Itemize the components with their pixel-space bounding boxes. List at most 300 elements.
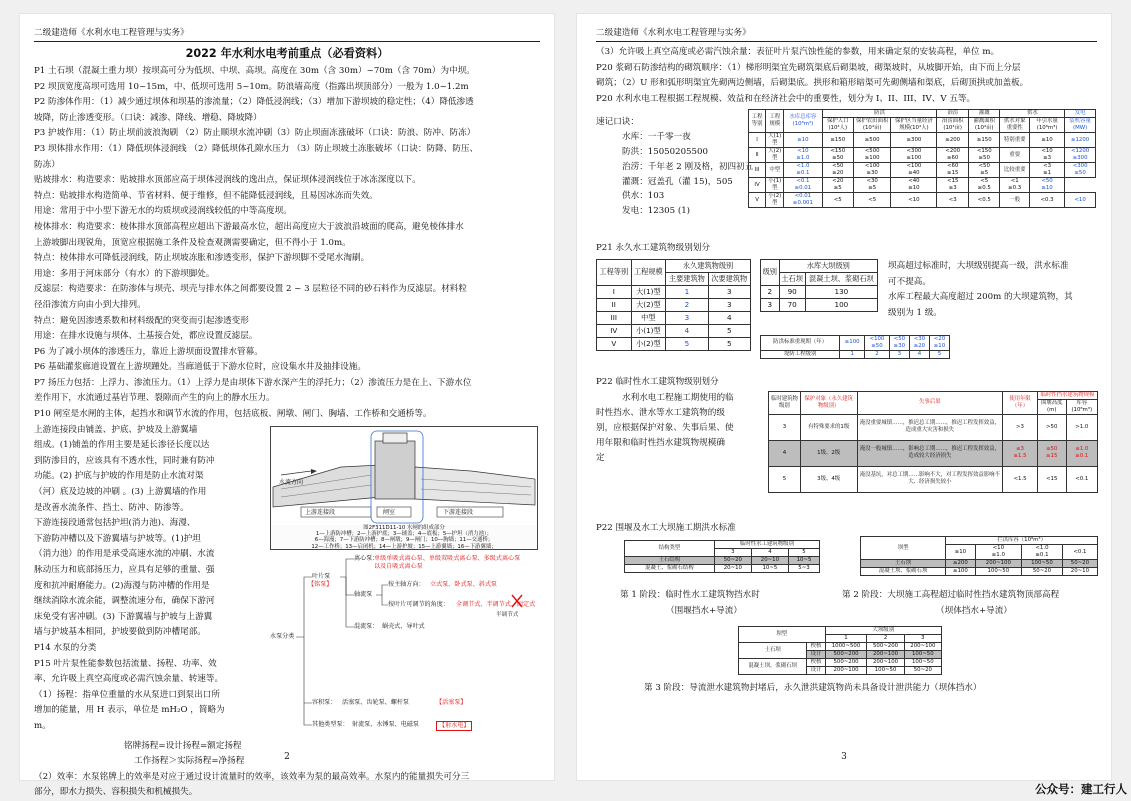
table-cell: 100~50 — [1022, 560, 1063, 568]
table-cell: <5 — [854, 193, 891, 208]
table-cell: ≥10 — [1029, 133, 1064, 148]
table-cell: 设计 — [807, 651, 825, 659]
text-line: 用途：多用于河床部分（有水）的下游坝脚处。 — [34, 268, 215, 279]
table-cell: ≥100 — [946, 568, 975, 576]
table-cell: 1 — [825, 635, 867, 643]
table-cell: <500 ≥100 — [854, 148, 891, 163]
table-cell: 5 — [666, 337, 708, 350]
table-cell: 主要建筑物 — [666, 272, 708, 285]
table-cell: 灌溉面积(10⁴亩) — [968, 118, 1000, 133]
text-line: 用途：常用于中小型下游无水的均质坝或浸润线较低的中等高度坝。 — [34, 206, 292, 217]
table-cell: 使用年限（年） — [1003, 391, 1038, 414]
table-row — [625, 541, 820, 549]
table-cell: 5~3 — [788, 565, 819, 573]
table-cell: <1.0 ≥0.1 — [784, 163, 822, 178]
table-cell: 2 — [867, 635, 904, 643]
volumetric-tag: 【活塞泵】 — [436, 698, 467, 706]
table-cell: 治涝 — [937, 110, 969, 118]
table-row — [597, 311, 751, 324]
page-header: 二级建造师《水利水电工程管理与实务》 — [596, 27, 1097, 42]
table-cell: 土石结构 — [625, 557, 715, 565]
page-title: 2022 年水利水电考前重点（必看资料） — [185, 47, 389, 60]
table-cell: 200~100 — [975, 560, 1021, 568]
centrifugal-types: 单级单吸式离心泵、单级双吸式离心泵、多级式离心泵 — [374, 554, 521, 562]
p21-section — [596, 257, 1097, 375]
volumetric-types: 活塞泵、齿轮泵、螺杆泵 — [342, 698, 410, 706]
text-line: 上游坡脚出现锐角，顶宽应根据施工条件及检查观测需要确定，但不得小于 1.0m。 — [34, 237, 351, 248]
table-cell: <0.1 — [1062, 545, 1097, 560]
table-cell: 1 — [840, 350, 865, 358]
table-row — [861, 560, 1098, 568]
table-cell: <50 ≥30 — [889, 335, 909, 350]
table-cell: <0.1 — [1066, 466, 1097, 492]
text-line: 水库：一千零一夜 — [622, 132, 691, 143]
table-cell: 防洪 — [822, 110, 937, 118]
table-cell: IV — [597, 324, 632, 337]
page-2 — [19, 13, 555, 798]
table-cell: I — [749, 133, 766, 148]
other-pump-types: 射流泵、水锤泵、电磁泵 — [352, 720, 420, 728]
table-cell: 5 — [788, 549, 819, 557]
mixed-flow-label: 混流泵： — [354, 622, 379, 630]
table-cell: 10~5 — [788, 557, 819, 565]
table-cell: <15 ≥3 — [937, 178, 969, 193]
text-line: 棱体排水：构造要求：棱体排水顶部高程应超出下游最高水位，超出高度应大于波浪沿坡面的爬高，避免棱体排水 — [34, 221, 464, 232]
centrifugal-label: 离心泵： — [354, 554, 379, 562]
text-line: 水利水电工程施工期使用的临 — [622, 392, 734, 403]
table-cell: 5 — [708, 324, 750, 337]
table-cell: <30 ≥20 — [909, 335, 929, 350]
table-cell: 保护对象（永久建筑物级别） — [800, 391, 857, 414]
table-cell: 工程等别 — [597, 259, 632, 285]
table-cell: <200 ≥60 — [937, 148, 969, 163]
text-line: 径沿渗流方向由小到大排列。 — [34, 299, 146, 310]
stage-2-table — [860, 536, 1098, 576]
table-cell: 混凝土坝、浆砌石坝 — [861, 568, 946, 576]
text-line: 下游防冲槽以及下游翼墙与护坡等。(1)护坦 — [34, 533, 201, 544]
table-row — [739, 659, 942, 667]
table-cell: ≥200 — [946, 560, 975, 568]
table-cell: 大(1)型 — [631, 285, 666, 298]
table-cell: 200~100 — [825, 667, 867, 675]
text-line: P2 防渗体作用：（1）减少通过坝体和坝基的渗流量；（2）降低浸润线；（3）增加下游坝坡的稳定性；（4）降低渗透 — [34, 97, 474, 108]
table-cell: 大(1)型 — [766, 133, 784, 148]
table-cell: <20 ≥5 — [822, 178, 854, 193]
table-cell: >50 — [1037, 414, 1066, 440]
table-cell: 比较重要 — [1000, 163, 1029, 178]
text-line: P7 扬压力包括：上浮力、渗流压力。（1）上浮力是由坝体下游水深产生的浮托力；（2）渗流压力是在上、下游水位 — [34, 377, 472, 388]
table-cell: <300 ≥50 — [1065, 163, 1096, 178]
stage-1-caption: 第 1 阶段：临时性水工建筑物挡水时 — [620, 590, 760, 601]
watermark: 公众号：建工行人 — [1035, 782, 1127, 796]
text-line: P1 土石坝（混凝土重力坝）按坝高可分为低坝、中坝、高坝。高度在 30m（含 30m）~70m（含 70m）为中坝。 — [34, 66, 475, 76]
table-cell: 供水 — [1000, 110, 1065, 118]
text-line: （河）底及边坡的冲刷 。(3) 上游翼墙的作用 — [34, 487, 207, 498]
table-cell: ≥10 — [946, 545, 975, 560]
table-row — [625, 557, 820, 565]
table-cell: <100 ≥50 — [865, 335, 890, 350]
table-cell: 工程规模 — [766, 110, 784, 133]
table-row — [597, 259, 751, 272]
table-cell: 土石坝 — [739, 643, 807, 659]
table-cell: 临时建筑物级别 — [769, 391, 801, 414]
pump-root: 水泵分类 — [270, 632, 295, 640]
text-line: 到防渗目的，应该具有不透水性，同时兼有防冲 — [34, 455, 215, 466]
narrow-text — [34, 423, 270, 735]
table-row — [597, 285, 751, 298]
text-line: 度和抗冲耐磨能力。(2)海漫与防冲槽的作用是 — [34, 580, 210, 591]
dam-grade-table — [760, 259, 878, 312]
text-line: 反滤层：构造要求：在防渗体与坝壳、坝壳与排水体之间都要设置 2 ~ 3 层粒径不同的砂石料作为反滤层。材料粒 — [34, 284, 467, 295]
table-cell: 5 — [769, 466, 801, 492]
formula-2: 工作扬程＞实际扬程=净扬程 — [134, 756, 245, 767]
table-row — [861, 568, 1098, 576]
figure-region — [34, 423, 540, 739]
stage-3-table — [738, 626, 942, 675]
page-header: 二级建造师《水利水电工程管理与实务》 — [34, 27, 540, 42]
table-row — [739, 643, 942, 651]
table-cell: 保护农田面积(10⁴亩) — [854, 118, 891, 133]
table-cell: >3 — [1003, 414, 1038, 440]
axial-label: 轴流泵 — [354, 590, 373, 598]
table-cell: >1.0 — [1066, 414, 1097, 440]
table-cell: 结构类型 — [625, 541, 715, 557]
table-cell: 4 — [909, 350, 929, 358]
page-3 — [576, 13, 1112, 781]
table-cell: <300 ≥100 — [891, 148, 937, 163]
table-cell: 堤防工程级别 — [761, 350, 840, 358]
table-cell: 一般 — [1000, 193, 1029, 208]
axial-by-shaft: 按主轴方向： — [388, 580, 425, 588]
table-cell: 100~50 — [867, 667, 904, 675]
table-cell: 50~20 — [1022, 568, 1063, 576]
figure-caption: 图2F311D11-10 水闸的组成部分 1—上游防冲槽；2—上游护底；3—铺盖；4—底板；5—护坦（消力池）； 6—海漫；7—下游防冲槽；8—闸墩；9—闸门；10—胸墙；11—交通桥； 12—工作桥；13—启闭机；14—上游护坡；15—上游翼墙；16—下游翼墙； — [311, 524, 497, 550]
grade-section — [596, 107, 1097, 231]
table-cell: <20 ≥10 — [929, 335, 949, 350]
table-cell: 水库大坝级别 — [779, 259, 877, 272]
table-cell: <100 ≥30 — [854, 163, 891, 178]
p22a-text — [596, 391, 792, 466]
page-number: 2 — [284, 752, 290, 763]
table-cell: I — [597, 285, 632, 298]
table-row — [749, 193, 1096, 208]
text-line: 坡降，防止渗透变形。（口诀：减渗、降线、增稳、降坡降） — [34, 112, 262, 123]
text-line: P3 坝体排水作用：（1）降低坝体浸润线 （2）降低坝体孔隙水压力 （3）防止坝坡土冻胀破坏（口诀：防降、防压、 — [34, 143, 479, 154]
table-cell: <100 ≥40 — [891, 163, 937, 178]
mixed-flow-types: 蜗壳式、导叶式 — [382, 622, 425, 630]
upstream-label: 上游连接段 — [305, 508, 336, 516]
table-cell: 校核 — [807, 659, 825, 667]
table-row — [749, 148, 1096, 163]
table-cell: 小(2)型 — [631, 337, 666, 350]
table-cell: 4 — [751, 549, 788, 557]
table-cell: IV — [749, 178, 766, 193]
table-cell: 500~200 — [825, 651, 867, 659]
axial-by-blade: 按叶片可调节的角度： — [388, 600, 449, 608]
table-cell: 130 — [805, 285, 877, 298]
table-row — [761, 350, 950, 358]
table-cell: 灌溉 — [968, 110, 1000, 118]
table-cell: ≤50 ≥15 — [1037, 440, 1066, 466]
text-line: 砌筑；（2）U 形和弧形明渠宜先砌两边侧墙，后砌渠底。拱形和箱形暗渠可先砌侧墙和渠底，后砌顶拱或加盖板。 — [596, 78, 1029, 89]
table-cell: 级别 — [761, 259, 780, 285]
table-row — [739, 627, 942, 635]
table-cell: 小(1)型 — [631, 324, 666, 337]
centrifugal-types-2: 以及自吸式离心泵 — [374, 562, 423, 570]
table-cell: <10 — [891, 193, 937, 208]
table-cell: 小(2)型 — [766, 193, 784, 208]
text-line: 治涝：千年老 2 刚及格，初四初五 — [622, 161, 754, 172]
table-cell: 500~200 — [867, 643, 904, 651]
table-cell: 中型 — [766, 163, 784, 178]
table-cell: 年引水量(10⁸m³) — [1029, 118, 1064, 133]
table-cell: 特别重要 — [1000, 133, 1029, 148]
sluice-diagram — [270, 426, 538, 550]
table-cell: <50 ≥5 — [968, 163, 1000, 178]
table-cell: <150 ≥50 — [968, 148, 1000, 163]
text-line: 贴坡排水：构造要求：贴坡排水顶部应高于坝体浸润线的逸出点，保证坝体浸润线位于冰冻深度以下。 — [34, 175, 421, 186]
text-line: 防洪：15050205500 — [622, 146, 708, 157]
table-cell: 装机容量(MW) — [1065, 118, 1096, 133]
table-cell: 100~50 — [904, 659, 941, 667]
text-line: P10 闸室是水闸的主体，起挡水和调节水流的作用，包括底板、闸墩、闸门、胸墙、工作桥和交通桥等。 — [34, 409, 432, 420]
table-row — [749, 163, 1096, 178]
table-cell: 淹没基坑，对总工期……影响不大，对工程发挥效益影响不大、经济损失较小 — [857, 466, 1003, 492]
table-row — [597, 324, 751, 337]
downstream-label: 下游连接段 — [443, 508, 474, 516]
table-cell: <10 ≥1.0 — [975, 545, 1021, 560]
stage-2-caption-2: （坝体挡水+导流） — [936, 606, 1012, 617]
table-cell: 保护区当量经济规模(10⁴人) — [891, 118, 937, 133]
table-row — [761, 259, 878, 272]
text-line: 继续消除水流余能，调整流速分布，确保下游河 — [34, 596, 215, 607]
main-text — [596, 45, 1097, 107]
table-cell: <30 ≥5 — [854, 178, 891, 193]
formula-1: 铭牌扬程=设计扬程=额定扬程 — [124, 740, 242, 751]
table-cell: 围堰高度(m) — [1037, 399, 1066, 414]
text-line: P20 浆砌石防渗结构的砌筑顺序：（1）梯形明渠宜先砌筑渠底后砌渠坡，砌渠坡时，从坡脚开始，由下而上分层 — [596, 62, 1021, 73]
table-cell: 库容(10⁸m³) — [1066, 399, 1097, 414]
table-cell: 土石坝 — [779, 272, 805, 285]
table-row — [861, 537, 1098, 545]
table-cell: <40 ≥10 — [891, 178, 937, 193]
table-cell: II — [749, 148, 766, 163]
table-cell: 5 — [708, 337, 750, 350]
table-row — [769, 440, 1098, 466]
table-cell: 坝型 — [861, 537, 946, 560]
table-cell: ≥1200 — [1065, 133, 1096, 148]
stage-2-caption: 第 2 阶段：大坝施工高程超过临时性挡水建筑物顶部高程 — [842, 590, 1060, 601]
axial-strike-note: 半调节式 — [496, 611, 519, 618]
table-cell: <50 ≥10 — [1029, 178, 1064, 193]
table-row — [761, 285, 878, 298]
stage-1-table — [624, 540, 820, 573]
table-cell: 大坝级别 — [825, 627, 941, 635]
table-cell: 临时性挡水建筑物规模 — [1037, 391, 1097, 399]
table-cell: <10 ≥1.0 — [784, 148, 822, 163]
table-cell: 200~100 — [904, 643, 941, 651]
table-row — [749, 178, 1096, 193]
table-cell: 3级、4级 — [800, 466, 857, 492]
table-cell: <5 ≥0.5 — [968, 178, 1000, 193]
stage-3-caption: 第 3 阶段：导流泄水建筑物封堵后，永久泄洪建筑物尚未具备设计泄洪能力（坝体挡水） — [644, 683, 982, 694]
table-cell: 中型 — [631, 311, 666, 324]
table-cell: 50~20 — [714, 557, 751, 565]
table-cell: 混凝土、浆砌石结构 — [625, 565, 715, 573]
project-grade-table — [748, 109, 1096, 208]
table-cell: 4 — [708, 311, 750, 324]
table-cell: <1 ≥0.3 — [1000, 178, 1029, 193]
table-cell: 临时性水工建筑物级别 — [714, 541, 819, 549]
text-line: P3 护坡作用：（1）防止坝前波浪淘刷 （2）防止顺坝水流冲刷（3）防止坝面冻涨破坏（口诀：防浪、防冲、防冻） — [34, 128, 476, 139]
table-cell: <5 — [822, 193, 854, 208]
axial-shaft-types: 立式泵、卧式泵、斜式泵 — [430, 580, 498, 588]
text-line: m。 — [34, 720, 51, 731]
table-cell: <10 ≥3 — [1029, 148, 1064, 163]
text-line: 定 — [596, 452, 605, 463]
table-cell: 2 — [761, 285, 780, 298]
table-cell: ≤1.0 ≥0.1 — [1066, 440, 1097, 466]
chamber-label: 闸室 — [383, 508, 396, 516]
text-line: 率、允许吸上真空高度或必需汽蚀余量、转速等。 — [34, 674, 224, 685]
text-line: 组成。(1)铺盖的作用主要是延长渗径长度以达 — [34, 440, 210, 451]
table-row — [597, 298, 751, 311]
table-cell: ≥10 — [784, 133, 822, 148]
text-line: 灌溉：冠盖孔（灌 15)，505 — [622, 176, 733, 187]
table-cell: 4 — [769, 440, 801, 466]
table-cell: <1.0 ≥0.1 — [1022, 545, 1063, 560]
table-cell: 防洪标准重现期（年） — [761, 335, 840, 350]
table-cell: 永久建筑物级别 — [666, 259, 751, 272]
table-cell: 治涝面积(10⁴亩) — [937, 118, 969, 133]
table-cell: 水库总库容(10⁸m³) — [784, 110, 822, 133]
table-cell: 3 — [769, 414, 801, 440]
text-line: （消力池）的作用是承受高速水流的冲刷、水流 — [34, 549, 215, 560]
table-cell: 1000~500 — [825, 643, 867, 651]
text-line: P15 叶片泵性能参数包括流量、扬程、功率、效 — [34, 658, 217, 669]
p22b-section — [596, 536, 1097, 626]
page-number: 3 — [841, 752, 847, 763]
table-cell: <15 — [1037, 466, 1066, 492]
table-row — [749, 133, 1096, 148]
text-line: 用途：在排水设施与坝体、土基接合处，都应设置反滤层。 — [34, 331, 258, 342]
table-cell: V — [597, 337, 632, 350]
table-cell: 设计 — [807, 667, 825, 675]
efficiency-line-2: 部分，即水力损失、容积损失和机械损失。 — [34, 787, 198, 798]
table-cell: 1级、2级 — [800, 440, 857, 466]
text-line: 墙与护坡基本相同，护坡要做到防冲槽尾部。 — [34, 627, 206, 638]
table-cell: 70 — [779, 298, 805, 311]
table-cell: 3 — [708, 298, 750, 311]
table-cell: 10~5 — [751, 565, 788, 573]
text-line: P14 水泵的分类 — [34, 642, 97, 653]
text-line: P20 水利水电工程根据工程规模、效益和在经济社会中的重要性，划分为 I、II、III、IV、V 五等。 — [596, 93, 976, 104]
table-row — [769, 391, 1098, 399]
other-pump-tag: 【射水电】 — [436, 721, 472, 731]
text-line: 上游连接段由铺盖、护底、护坡及上游翼墙 — [34, 424, 198, 435]
table-cell: 500~200 — [825, 659, 867, 667]
table-row — [749, 110, 1096, 118]
text-line: P6 基础灌浆廊道设置在上游坝踵处。当廊道低于下游水位时，应设集水井及抽排设施。 — [34, 362, 366, 373]
p22a-section — [596, 391, 1097, 521]
volumetric-label: 容积泵： — [312, 698, 337, 706]
table-cell: 3 — [666, 311, 708, 324]
table-cell: 2 — [666, 298, 708, 311]
table-cell: <60 ≥15 — [937, 163, 969, 178]
text-line: 特点：贴坡排水构造简单、节省材料、便于维修，但不能降低浸润线，且易因冰冻而失效。 — [34, 190, 378, 201]
table-cell: 3 — [889, 350, 909, 358]
table-cell: ≤3 ≥1.5 — [1003, 440, 1038, 466]
table-cell: 3 — [708, 285, 750, 298]
table-cell: 100~50 — [904, 651, 941, 659]
table-cell: 20~10 — [1062, 568, 1097, 576]
table-cell: ≥500 — [854, 133, 891, 148]
table-cell: 50~20 — [904, 667, 941, 675]
table-row — [761, 335, 950, 350]
text-line: （3）允许吸上真空高度或必需汽蚀余量：表征叶片泵汽蚀性能的参数，用来确定泵的安装高程，单位 m。 — [596, 47, 1000, 57]
table-cell: V — [749, 193, 766, 208]
table-cell: 200~100 — [867, 651, 904, 659]
table-cell: 4 — [666, 324, 708, 337]
pump-tree — [270, 553, 540, 739]
table-cell: 2 — [865, 350, 890, 358]
efficiency-line-1: （2）效率：水泵铭牌上的效率是对应于通过设计流量时的效率，该效率为泵的最高效率。水泵内的能量损失可分三 — [34, 771, 470, 782]
text-line: 防冻） — [34, 159, 60, 170]
table-cell: <10 — [1065, 193, 1096, 208]
section-p22a: P22 临时性水工建筑物级别划分 — [596, 376, 719, 387]
flow-label: 水流方向 — [279, 478, 304, 486]
table-cell: III — [749, 163, 766, 178]
text-line: 用年限和临时性挡水建筑物规模确 — [596, 437, 725, 448]
text-line: （1）扬程：指单位重量的水从泵进口到泵出口所 — [34, 689, 220, 700]
text-line: 特点：避免因渗透系数和材料级配的突变而引起渗透变形 — [34, 315, 249, 326]
table-cell: <0.5 — [968, 193, 1000, 208]
section-p21: P21 永久水工建筑物级别划分 — [596, 243, 710, 254]
dike-grade-table — [760, 335, 950, 359]
table-cell: 混凝土坝、浆砌石坝 — [805, 272, 877, 285]
temporary-building-table — [768, 391, 1098, 493]
text-line: P2 坝顶宽度高坝可选用 10~15m，中、低坝可选用 5~10m。防浪墙高度（指露出坝顶部分）一般为 1.0~1.2m — [34, 81, 469, 92]
table-cell: 土石坝 — [861, 560, 946, 568]
table-row — [597, 337, 751, 350]
table-cell: 有特殊要求的1级 — [800, 414, 857, 440]
text-line: 功能。(2) 护底与护坡的作用是防止水流对渠 — [34, 471, 204, 482]
table-cell: 20~10 — [751, 557, 788, 565]
table-cell: 淹没一般城镇……，影响总工期……，推迟工程发挥效益，造成较大经济损失 — [857, 440, 1003, 466]
table-row — [769, 414, 1098, 440]
text-line: 特点：棱体排水可降低浸润线，防止坝坡冻胀和渗透变形，保护下游坝脚不受尾水淘刷。 — [34, 253, 370, 264]
table-cell: ≥300 — [891, 133, 937, 148]
table-cell: 拦洪库容（10⁸m³） — [946, 537, 1098, 545]
table-cell: 5 — [929, 350, 949, 358]
text-line: 供水：103 — [622, 191, 665, 202]
table-cell: 3 — [904, 635, 941, 643]
table-cell: III — [597, 311, 632, 324]
text-line: 增加的能量，用 H 表示，单位是 mH₂O ，简略为 — [34, 705, 225, 716]
table-cell: II — [597, 298, 632, 311]
table-cell: 重要 — [1000, 148, 1029, 163]
table-cell: <3 ≥1 — [1029, 163, 1064, 178]
stage-1-caption-2: （围堰挡水+导流） — [666, 606, 742, 617]
text-line: 别，应根据保护对象、失事后果、使 — [596, 422, 734, 433]
p21-notes: 坝高超过标准时，大坝级别提高一级，洪水标准 可不提高。 水库工程最大高度超过 200m 的大坝建筑物，其 级别为 1 级。 — [888, 260, 1073, 318]
table-cell: <50 ≥20 — [822, 163, 854, 178]
table-row — [761, 298, 878, 311]
table-cell: 发电 — [1065, 110, 1096, 118]
text-line: 差作用下，水流通过基岩节理、裂隙而产生的向上的静水压力。 — [34, 393, 275, 404]
table-cell: 50~20 — [1062, 560, 1097, 568]
text-line: 发电：12305 (1) — [622, 206, 691, 217]
